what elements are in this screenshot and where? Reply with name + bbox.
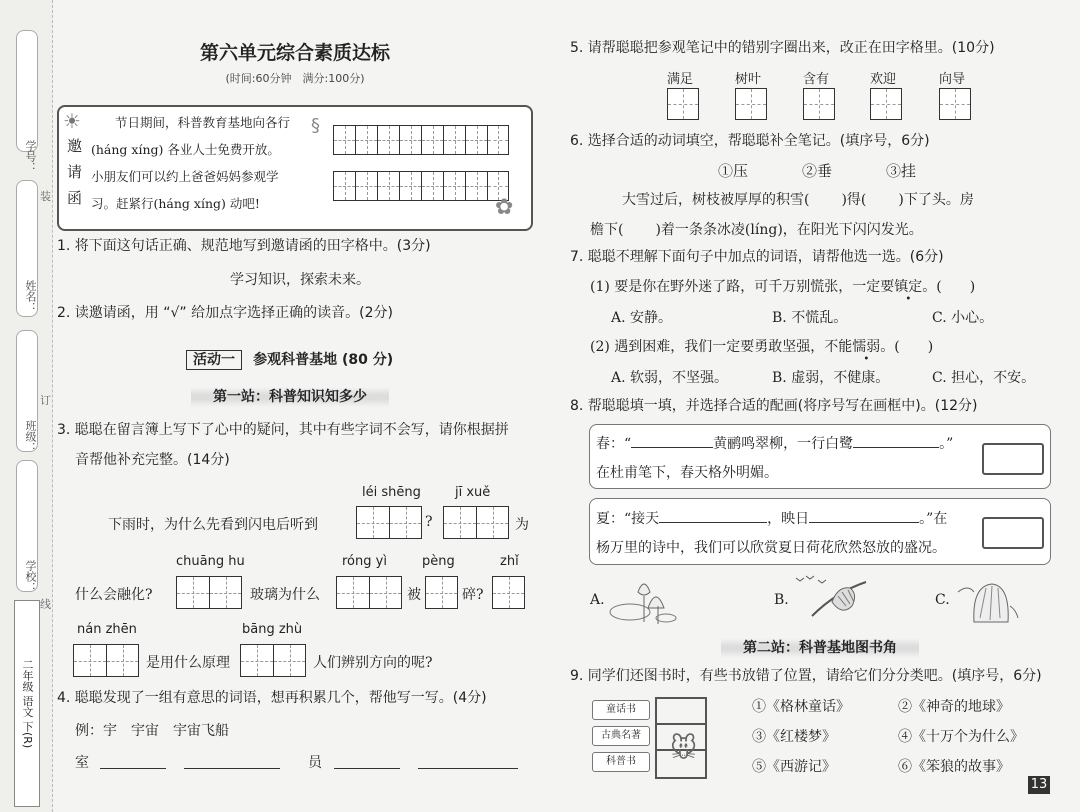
book-2: ②《神奇的地球》 [898, 699, 1010, 715]
willow-birds-picture [792, 572, 872, 626]
question-6: 6. 选择合适的动词填空，帮聪聪补全笔记。(填序号，6分) [570, 133, 930, 149]
invitation-text [91, 109, 313, 217]
pinyin-chuang-hu: chuāng hu [176, 554, 245, 569]
writing-cell[interactable] [377, 125, 399, 155]
q6-sentence-1 [622, 189, 974, 209]
summer-quote-end: 。”在 [919, 511, 948, 527]
vine-decoration-icon: § [311, 115, 320, 136]
q3-text-3b: 人们辨别方向的呢? [313, 655, 433, 671]
picture-a-label: A. [590, 592, 605, 608]
q5-word-3: 含有 [803, 72, 830, 87]
spring-label: 春：“ [596, 436, 632, 452]
question-9: 9. 同学们还图书时，有些书放错了位置，请给它们分分类吧。(填序号，6分) [570, 668, 1042, 684]
summer-blank-2[interactable] [809, 522, 919, 523]
q4-blank-2[interactable] [184, 768, 280, 769]
q6-text-1c: )下了头。房 [898, 192, 974, 208]
answer-grid-chuang-hu[interactable] [176, 576, 242, 609]
binding-strip [0, 0, 53, 812]
question-4: 4. 聪聪发现了一组有意思的词语，想再积累几个，帮他写一写。(4分) [57, 690, 487, 706]
q6-option-3: ③挂 [886, 162, 917, 180]
q7-s1-text: (1) 要是你在野外迷了路，可千万别慌张，一定要 [590, 279, 895, 295]
answer-grid-zhi[interactable] [492, 576, 525, 613]
q5-grid-1[interactable] [667, 88, 699, 124]
invite-char-3: 函 [67, 189, 83, 207]
q4-blank-3[interactable] [334, 768, 400, 769]
question-3-line-1: 3. 聪聪在留言簿上写下了心中的疑问，其中有些字词不会写，请你根据拼 [57, 422, 509, 438]
invite-char-1: 邀 [67, 137, 83, 155]
summer-poet-note: 杨万里的诗中，我们可以欣赏夏日荷花欣然怒放的盛况。 [596, 540, 946, 556]
spring-poem-line [596, 433, 953, 453]
class-label: 班级： [24, 420, 37, 453]
activity-title: 参观科普基地 (80 分) [253, 352, 394, 368]
writing-cell[interactable] [399, 125, 421, 155]
writing-cell[interactable] [465, 171, 487, 201]
q3-text-2c: 被 [407, 587, 421, 603]
q3-text-1a: 下雨时，为什么先看到闪电后听到 [108, 517, 318, 533]
writing-cell[interactable] [333, 125, 355, 155]
station-1-banner [185, 386, 395, 406]
q5-word-2: 树叶 [735, 72, 762, 87]
summer-verse: ，映日 [767, 511, 810, 527]
q7-s2-text: (2) 遇到困难，我们一定要勇敢坚强，不能 [590, 339, 853, 355]
invitation-side-title [67, 133, 87, 211]
shelf-tag-fairy-tales: 童话书 [592, 700, 650, 720]
q6-text-1b: )得( [841, 192, 867, 208]
student-id-label: 学号： [24, 140, 37, 173]
writing-cell[interactable] [399, 171, 421, 201]
q5-word-5: 向导 [939, 72, 966, 87]
writing-cell[interactable] [377, 171, 399, 201]
invite-line-2: (háng xíng) 各业人士免费开放。 [91, 142, 280, 157]
activity-label: 活动一 [186, 350, 242, 370]
spring-picture-frame[interactable] [982, 443, 1044, 475]
lotus-picture [608, 572, 678, 630]
pinyin-ji-xue: jī xuě [455, 485, 491, 500]
egret-picture [952, 572, 1022, 630]
writing-cell[interactable] [355, 171, 377, 201]
answer-grid-rong-yi[interactable] [336, 576, 402, 609]
q5-grid-5[interactable] [939, 88, 971, 124]
q7-s1-dotted-word: 镇定 [894, 279, 923, 295]
cut-mark-2: 订 [40, 394, 51, 407]
shelf-tag-science: 科普书 [592, 752, 650, 772]
page-title: 第六单元综合素质达标 [199, 42, 390, 64]
picture-b-label: B. [774, 592, 789, 608]
q7-sentence-2 [590, 336, 933, 356]
writing-grid-row-2[interactable] [333, 171, 509, 201]
book-5: ⑤《西游记》 [752, 759, 836, 775]
spring-quote-end: 。” [939, 436, 954, 452]
q3-text-3a: 是用什么原理 [146, 655, 230, 671]
answer-grid-peng[interactable] [425, 576, 458, 613]
writing-cell[interactable] [421, 125, 443, 155]
q5-word-4: 欢迎 [870, 72, 897, 87]
student-id-box[interactable] [16, 30, 38, 152]
q7-s1-option-c[interactable]: C. 小心。 [932, 310, 994, 326]
cut-mark-3: 线 [40, 598, 51, 611]
writing-cell[interactable] [421, 171, 443, 201]
school-label: 学校： [24, 560, 37, 593]
summer-blank-1[interactable] [659, 522, 767, 523]
q7-s2-dotted-word: 懦弱 [852, 339, 881, 355]
q3-text-2b: 玻璃为什么 [250, 587, 320, 603]
pinyin-peng: pèng [422, 554, 455, 569]
q5-word-1: 满足 [667, 72, 694, 87]
question-5: 5. 请帮聪聪把参观笔记中的错别字圈出来，改正在田字格里。(10分) [570, 40, 995, 56]
writing-cell[interactable] [333, 171, 355, 201]
q7-s1-answer-bracket[interactable]: 。( ) [922, 279, 976, 295]
summer-label: 夏：“接天 [596, 511, 660, 527]
pinyin-rong-yi: róng yì [342, 554, 387, 569]
q7-s2-option-c[interactable]: C. 担心，不安。 [932, 370, 1036, 386]
q7-s2-option-b[interactable]: B. 虚弱，不健康。 [772, 370, 890, 386]
spring-verse: 黄鹂鸣翠柳，一行白鹭 [713, 436, 854, 452]
writing-grid-row-1[interactable] [333, 125, 509, 155]
question-4-example: 例：宇 宇宙 宇宙飞船 [75, 723, 229, 739]
q7-s1-option-b[interactable]: B. 不慌乱。 [772, 310, 848, 326]
answer-grid-nan-zhen[interactable] [73, 644, 139, 677]
pinyin-bang-zhu: bāng zhù [242, 622, 303, 637]
activity-heading [186, 349, 393, 369]
station-1-title: 第一站：科普知识知多少 [191, 387, 389, 407]
question-2: 2. 读邀请函，用 “√” 给加点字选择正确的读音。(2分) [57, 305, 393, 321]
summer-poem-line [596, 508, 947, 528]
cut-mark-1: 装 [40, 190, 51, 203]
q4-char-shi: 室 [75, 755, 89, 771]
answer-grid-ji-xue[interactable] [443, 506, 509, 539]
answer-grid-bang-zhu[interactable] [240, 644, 306, 677]
q6-text-2a: 檐下( [590, 222, 624, 238]
grade-tab: 二年级 语文 下(R) [14, 600, 40, 807]
mascot-mouse-icon: 🐭 [670, 734, 698, 764]
q7-s2-answer-bracket[interactable]: 。( ) [880, 339, 934, 355]
pinyin-zhi: zhǐ [500, 554, 519, 569]
station-2-title: 第二站：科普基地图书角 [721, 638, 919, 658]
writing-cell[interactable] [443, 125, 465, 155]
q7-s1-option-a[interactable]: A. 安静。 [611, 310, 673, 326]
writing-cell[interactable] [355, 125, 377, 155]
invite-line-3: 小朋友们可以约上爸爸妈妈参观学 [91, 169, 279, 184]
q3-text-1b: ? [425, 514, 433, 530]
summer-poem-card [589, 498, 1051, 565]
student-name-label: 姓名： [24, 280, 37, 313]
bookshelf [590, 694, 720, 784]
q3-text-1c: 为 [515, 517, 529, 533]
answer-grid-lei-sheng[interactable] [356, 506, 422, 539]
q5-word-list [663, 68, 993, 128]
book-4: ④《十万个为什么》 [898, 729, 1024, 745]
book-1: ①《格林童话》 [752, 699, 850, 715]
q3-text-2a: 什么会融化? [75, 587, 153, 603]
shelf-tag-classics: 古典名著 [592, 726, 650, 746]
spring-blank-2[interactable] [853, 447, 939, 448]
invite-char-2: 请 [67, 163, 83, 181]
station-2-banner [700, 637, 940, 657]
page-number: 13 [1028, 776, 1050, 794]
invite-line-1: 节日期间，科普教育基地向各行 [115, 115, 291, 130]
q6-sentence-2 [590, 219, 923, 239]
flower-decoration-icon: ✿ [495, 195, 514, 220]
writing-cell[interactable] [443, 171, 465, 201]
q6-text-2b: )着一条条冰凌(líng)，在阳光下闪闪发光。 [655, 222, 923, 238]
question-1: 1. 将下面这句话正确、规范地写到邀请函的田字格中。(3分) [57, 238, 431, 254]
q6-option-1: ①压 [718, 162, 749, 180]
sun-icon: ☀ [63, 109, 81, 133]
q4-blank-1[interactable] [100, 768, 166, 769]
q5-grid-2[interactable] [735, 88, 767, 124]
pinyin-nan-zhen: nán zhēn [77, 622, 137, 637]
q4-char-yuan: 员 [308, 755, 322, 771]
invite-line-4: 习。赶紧行(háng xíng) 动吧! [91, 196, 260, 211]
q7-sentence-1 [590, 276, 975, 296]
q5-grid-4[interactable] [870, 88, 902, 124]
summer-picture-frame[interactable] [982, 517, 1044, 549]
q7-s2-option-a[interactable]: A. 软弱，不坚强。 [611, 370, 729, 386]
q6-option-2: ②垂 [802, 162, 833, 180]
writing-cell[interactable] [465, 125, 487, 155]
q4-blank-4[interactable] [418, 768, 518, 769]
picture-c-label: C. [935, 592, 950, 608]
spring-poem-card [589, 424, 1051, 489]
pinyin-lei-sheng: léi shēng [362, 485, 421, 500]
book-3: ③《红楼梦》 [752, 729, 836, 745]
q6-text-1a: 大雪过后，树枝被厚厚的积雪( [622, 192, 810, 208]
spring-blank-1[interactable] [631, 447, 713, 448]
question-7: 7. 聪聪不理解下面句子中加点的词语，请帮他选一选。(6分) [570, 249, 944, 265]
q5-grid-3[interactable] [803, 88, 835, 124]
book-6: ⑥《笨狼的故事》 [898, 759, 1010, 775]
invitation-card [57, 105, 533, 231]
question-8: 8. 帮聪聪填一填，并选择合适的配画(将序号写在画框中)。(12分) [570, 398, 978, 414]
exam-info: (时间:60分钟 满分:100分) [225, 72, 365, 85]
spring-poet-note: 在杜甫笔下，春天格外明媚。 [596, 465, 778, 481]
question-1-sentence: 学习知识，探索未来。 [230, 272, 370, 288]
question-3-line-2: 音帮他补充完整。(14分) [75, 452, 230, 468]
writing-cell[interactable] [487, 125, 509, 155]
q3-text-2d: 碎? [462, 587, 484, 603]
